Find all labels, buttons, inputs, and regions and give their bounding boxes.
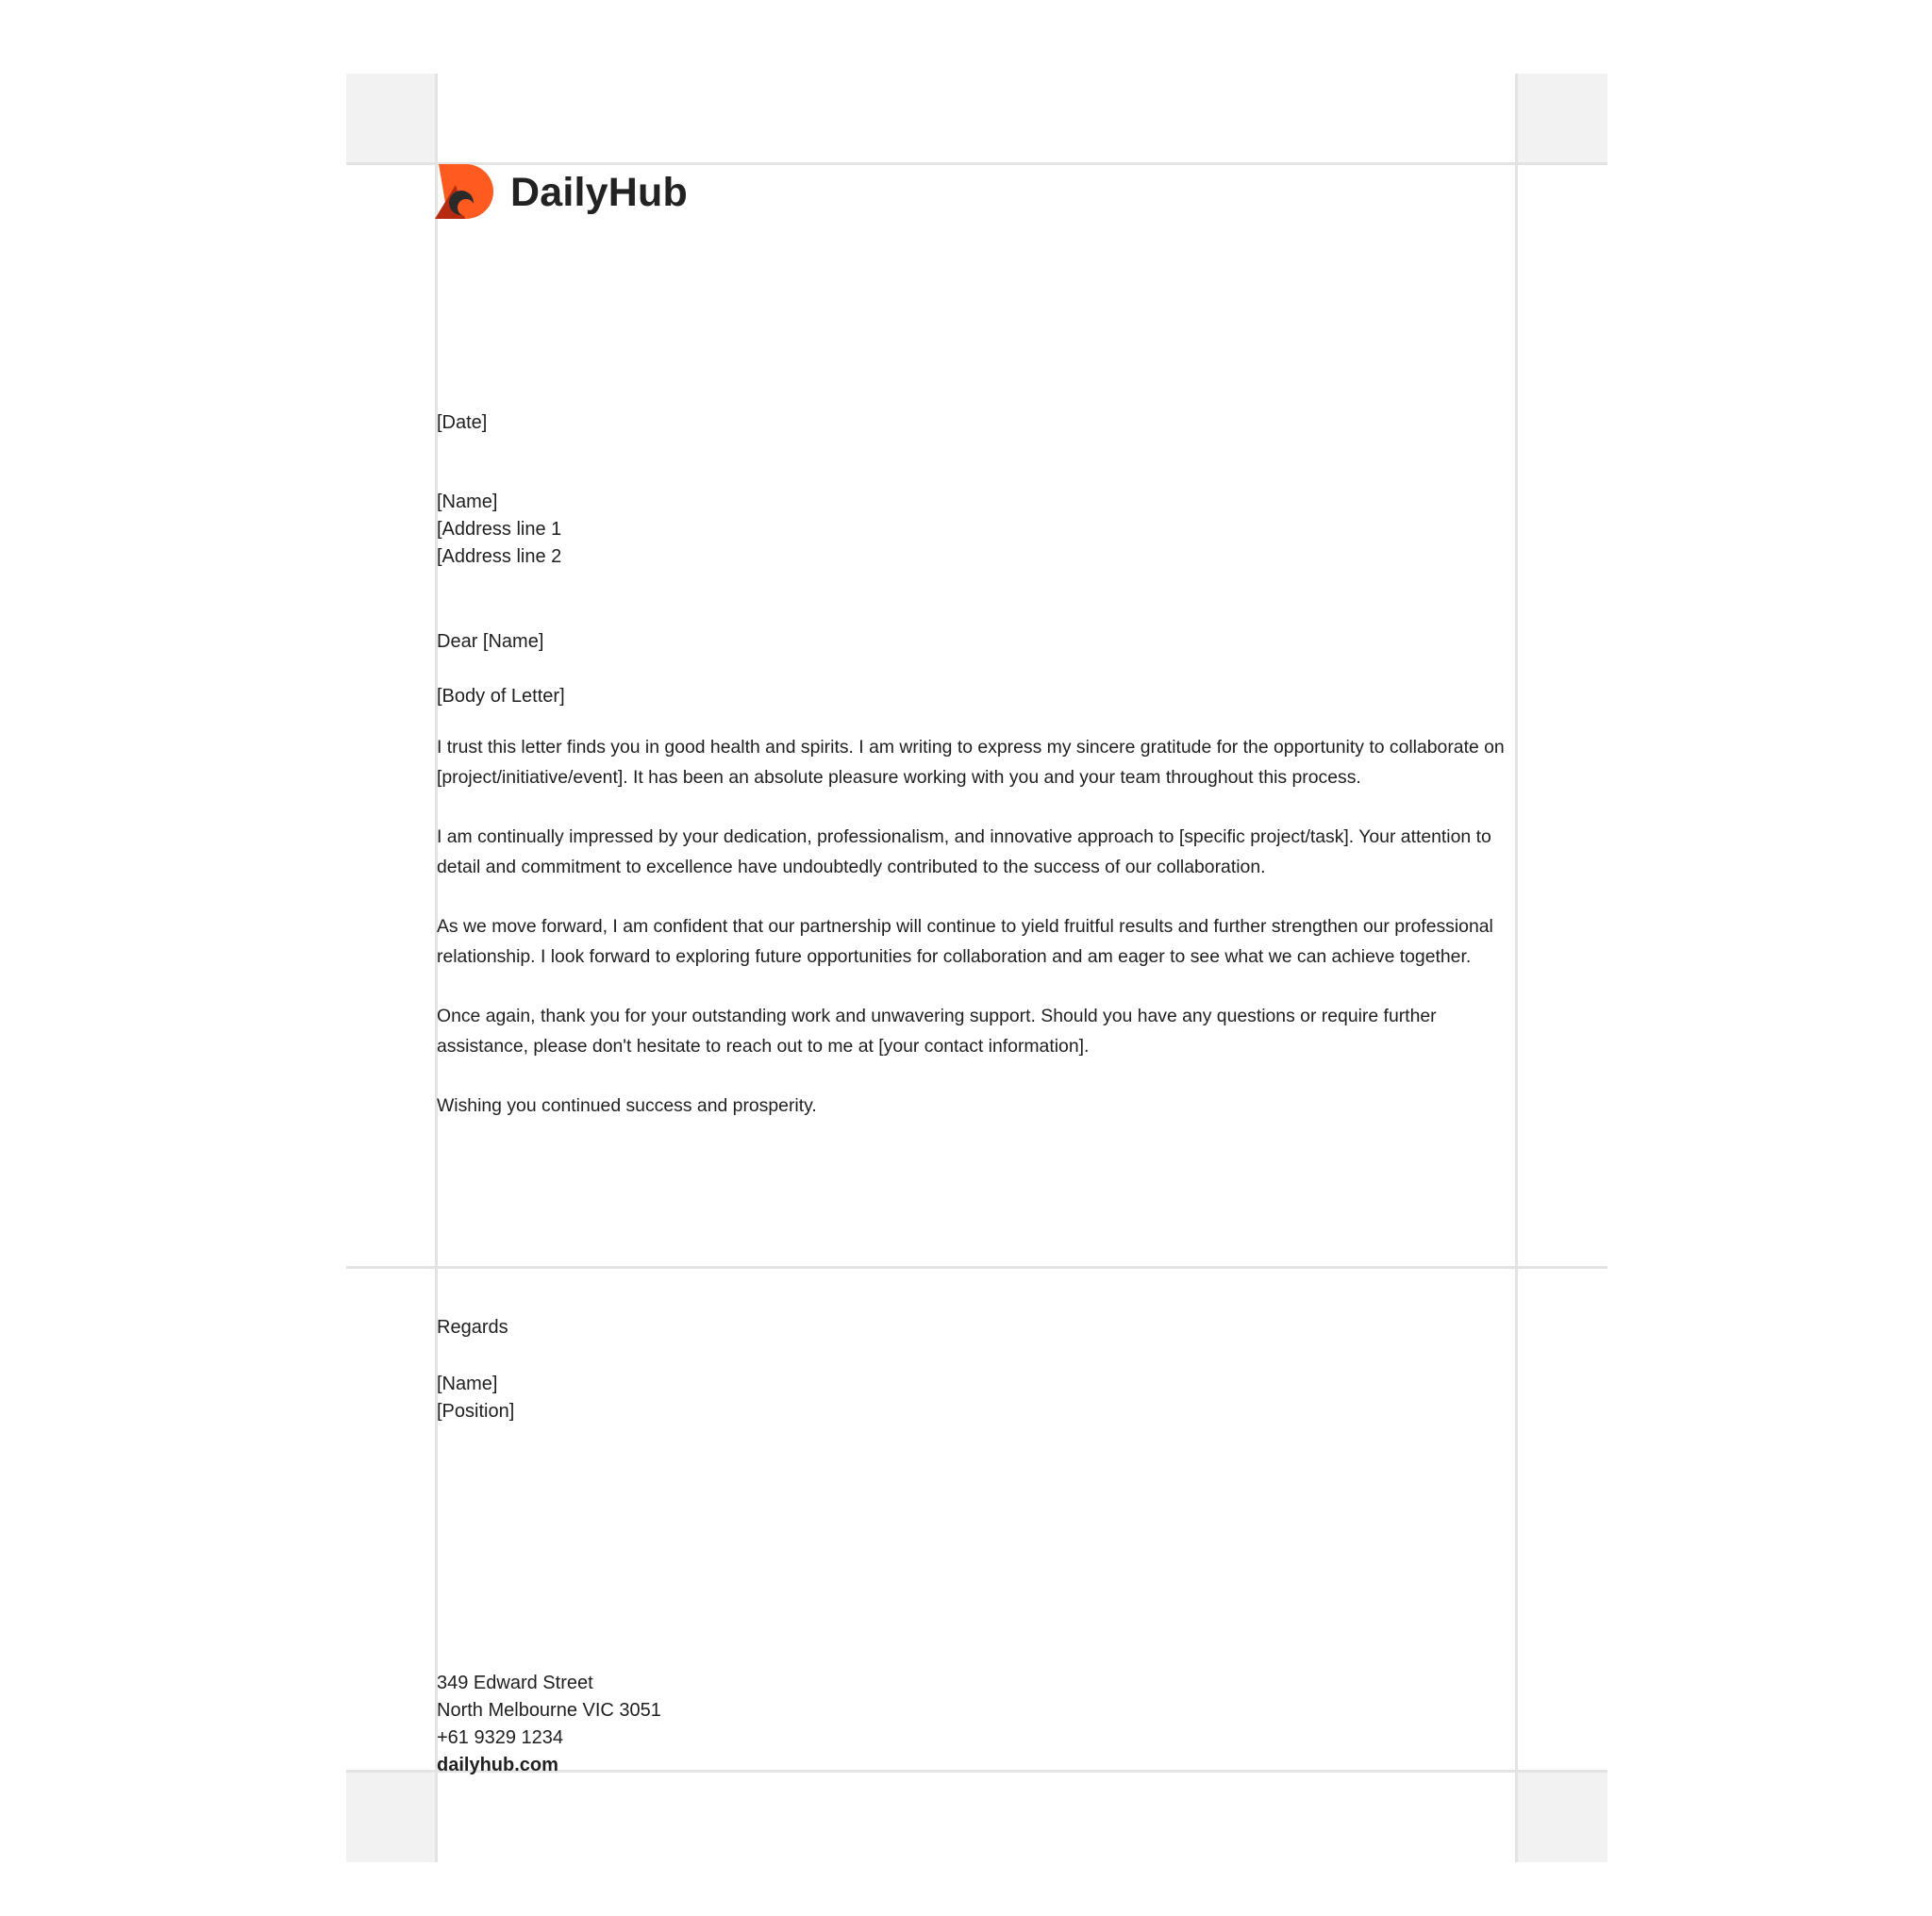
brand-logo-icon	[435, 164, 493, 221]
body-paragraph-5: Wishing you continued success and prosperity.	[437, 1095, 817, 1116]
guide-line-middle	[346, 1266, 1607, 1269]
body-paragraph-1: I trust this letter finds you in good health and spirits. I am writing to express my sincere gratitude for the opportunity to collaborate on [project/initiative/event]. It has been an absolute pleasure working with you and your team throughout this process.	[437, 737, 1505, 788]
sender-position: [Position]	[437, 1401, 515, 1422]
sender-name: [Name]	[437, 1374, 498, 1394]
salutation: Dear [Name]	[437, 631, 544, 652]
recipient-address-line-1: [Address line 1	[437, 519, 562, 540]
brand-name: DailyHub	[510, 170, 688, 215]
margin-corner-top-left	[346, 74, 437, 164]
margin-corner-bottom-right	[1517, 1772, 1607, 1862]
body-paragraph-3: As we move forward, I am confident that our partnership will continue to yield fruitful results and further strengthen our professional relationship. I look forward to exploring future opportunities for collaboration and am eager to see what we can achieve together.	[437, 916, 1493, 967]
margin-corner-top-right	[1517, 74, 1607, 164]
footer-website-link[interactable]: dailyhub.com	[437, 1755, 558, 1775]
footer-phone: +61 9329 1234	[437, 1727, 564, 1748]
letter-date: [Date]	[437, 412, 488, 433]
margin-corner-bottom-left	[346, 1772, 437, 1862]
body-paragraph-4: Once again, thank you for your outstanding work and unwavering support. Should you have any questions or require further assistance, please don't hesitate to reach out to me at [your contact information].	[437, 1006, 1437, 1057]
guide-line-right	[1515, 74, 1518, 1862]
footer-city: North Melbourne VIC 3051	[437, 1700, 661, 1721]
recipient-address-line-2: [Address line 2	[437, 546, 562, 567]
closing: Regards	[437, 1317, 508, 1338]
body-paragraph-2: I am continually impressed by your dedication, professionalism, and innovative approach to [specific project/task]. Your attention to detail and commitment to excellence have undoubtedly contributed to the success of our collaboration.	[437, 826, 1491, 877]
footer-street: 349 Edward Street	[437, 1673, 593, 1693]
recipient-name: [Name]	[437, 491, 498, 512]
body-heading: [Body of Letter]	[437, 686, 565, 707]
